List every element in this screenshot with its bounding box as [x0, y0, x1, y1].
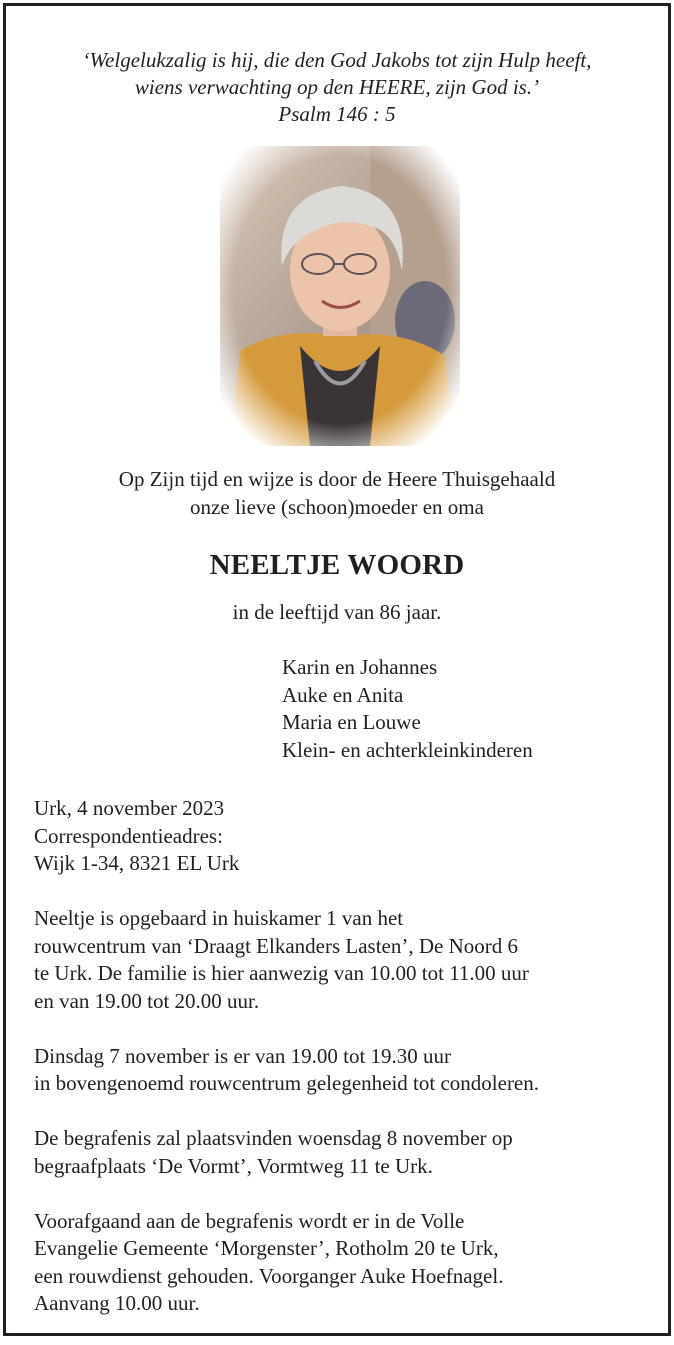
info-line: De begrafenis zal plaatsvinden woensdag 8 november op [34, 1126, 513, 1150]
info-line: Wijk 1-34, 8321 EL Urk [34, 851, 240, 875]
info-line: Urk, 4 november 2023 [34, 796, 225, 820]
family-list [282, 654, 533, 764]
info-line: Neeltje is opgebaard in huiskamer 1 van het [34, 906, 404, 930]
family-member: Maria en Louwe [282, 710, 421, 734]
verse-line: ‘Welgelukzalig is hij, die den God Jakobs tot zijn Hulp heeft, [82, 48, 592, 72]
info-line: te Urk. De familie is hier aanwezig van 10.00 tot 11.00 uur [34, 961, 529, 985]
age-line: in de leeftijd van 86 jaar. [232, 600, 442, 624]
family-member: Karin en Johannes [282, 655, 438, 679]
portrait-photo [220, 146, 460, 446]
family-member: Auke en Anita [282, 682, 404, 707]
family-member: Klein- en achterkleinkinderen [282, 737, 533, 762]
info-line: Evangelie Gemeente ‘Morgenster’, Rotholm 20 te Urk, [34, 1236, 499, 1260]
deceased-name: NEELTJE WOORD [209, 549, 465, 581]
intro-line: Op Zijn tijd en wijze is door de Heere Thuisgehaald [118, 467, 556, 491]
info-line: Voorafgaand aan de begrafenis wordt er in de Volle [34, 1208, 465, 1233]
info-line: in bovengenoemd rouwcentrum gelegenheid tot condoleren. [34, 1071, 540, 1095]
info-line: Correspondentieadres: [34, 823, 223, 848]
info-line: Dinsdag 7 november is er van 19.00 tot 19.30 uur [34, 1043, 452, 1068]
info-line: Aanvang 10.00 uur. [34, 1291, 200, 1315]
verse-line: wiens verwachting op den HEERE, zijn God is.’ [134, 75, 540, 99]
condolence-paragraph [34, 1043, 539, 1098]
info-section [34, 795, 539, 1345]
funeral-paragraph [34, 1125, 539, 1180]
verse-reference: Psalm 146 : 5 [278, 102, 396, 126]
info-line: en van 19.00 tot 20.00 uur. [34, 988, 260, 1013]
bible-verse [6, 47, 668, 128]
intro-line: onze lieve (schoon)moeder en oma [190, 495, 484, 519]
viewing-paragraph [34, 905, 539, 1015]
service-paragraph [34, 1208, 539, 1318]
info-line: een rouwdienst gehouden. Voorganger Auke Hoefnagel. [34, 1263, 504, 1288]
intro-text [6, 465, 668, 521]
info-line: begraafplaats ‘De Vormt’, Vormtweg 11 te Urk. [34, 1153, 433, 1178]
obituary-card [3, 3, 671, 1336]
address-paragraph [34, 795, 539, 878]
info-line: rouwcentrum van ‘Draagt Elkanders Lasten’, De Noord 6 [34, 933, 518, 958]
